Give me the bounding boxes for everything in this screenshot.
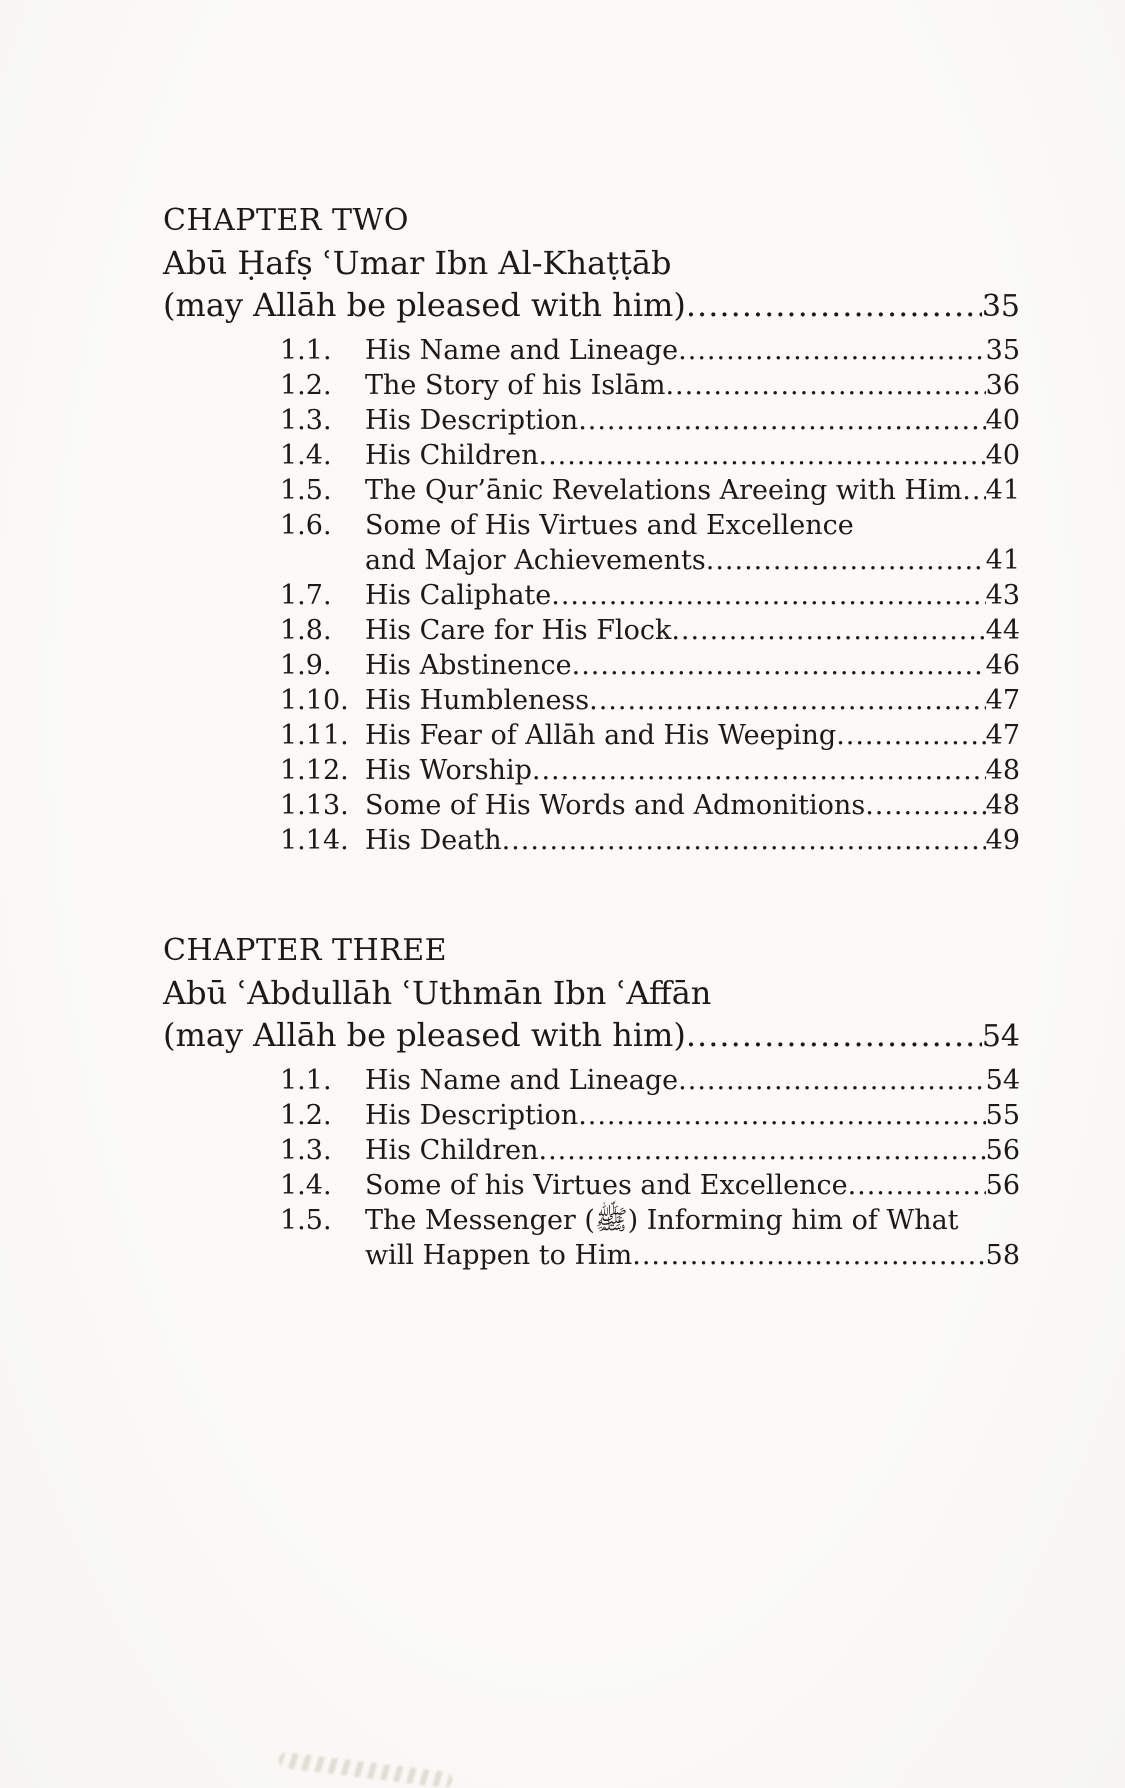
table-of-contents	[163, 200, 1020, 1273]
item-page-number: 55	[985, 1100, 1020, 1131]
item-number: 1.4.	[280, 440, 332, 471]
chapter-heading: CHAPTER THREE	[163, 933, 448, 968]
item-body	[365, 1098, 1020, 1133]
chapter-section	[163, 200, 1020, 858]
dot-leader	[578, 403, 985, 438]
toc-item-row	[163, 473, 1020, 508]
item-title: Some of his Virtues and Excellence	[365, 1170, 848, 1201]
item-title: His Description	[365, 1100, 579, 1131]
dot-leader	[836, 718, 985, 753]
toc-item-row	[163, 718, 1020, 753]
dot-leader	[678, 333, 985, 368]
dot-leader	[848, 1168, 986, 1203]
item-body	[365, 1063, 1020, 1098]
chapter-section	[163, 930, 1020, 1273]
chapter-page-number: 54	[981, 1019, 1020, 1054]
dot-leader	[865, 788, 985, 823]
item-page-number: 54	[985, 1065, 1020, 1096]
item-line-1	[365, 683, 1020, 718]
toc-item-row	[163, 508, 1020, 578]
item-number: 1.6.	[280, 510, 332, 541]
dot-leader	[572, 648, 986, 683]
item-line-1	[365, 1168, 1020, 1203]
item-body	[365, 403, 1020, 438]
item-number: 1.8.	[280, 615, 332, 646]
item-body	[365, 368, 1020, 403]
item-line-1	[365, 823, 1020, 858]
item-number: 1.9.	[280, 650, 332, 681]
item-body	[365, 648, 1020, 683]
dot-leader	[962, 473, 985, 508]
item-page-number: 41	[985, 475, 1020, 506]
item-body	[365, 578, 1020, 613]
item-page-number: 47	[985, 720, 1020, 751]
chapter-title-line2: (may Allāh be pleased with him)	[163, 1016, 686, 1054]
item-body	[365, 753, 1020, 788]
item-number: 1.1.	[280, 335, 332, 366]
item-number: 1.7.	[280, 580, 332, 611]
item-number: 1.2.	[280, 370, 332, 401]
chapter-title-row	[163, 1014, 1020, 1058]
toc-item-row	[163, 648, 1020, 683]
item-page-number: 36	[985, 370, 1020, 401]
chapter-title-line1: Abū ʿAbdullāh ʿUthmān Ibn ʿAffān	[163, 974, 712, 1012]
chapter-title-line2: (may Allāh be pleased with him)	[163, 286, 686, 324]
item-number: 1.1.	[280, 1065, 332, 1096]
dot-leader	[551, 578, 985, 613]
item-line-1	[365, 613, 1020, 648]
item-title: The Story of his Islām	[365, 370, 666, 401]
item-title: His Humbleness	[365, 685, 590, 716]
item-body	[365, 438, 1020, 473]
toc-item-row	[163, 753, 1020, 788]
item-page-number: 43	[985, 580, 1020, 611]
item-page-number: 44	[985, 615, 1020, 646]
toc-item-row	[163, 1168, 1020, 1203]
chapter-title-line1: Abū Ḥafṣ ʿUmar Ibn Al-Khaṭṭāb	[163, 244, 672, 282]
item-title: His Children	[365, 440, 539, 471]
item-title-continuation: and Major Achievements	[365, 545, 706, 576]
item-title: The Qur’ānic Revelations Areeing with Him	[365, 475, 963, 506]
item-line-1	[365, 1133, 1020, 1168]
toc-item-row	[163, 1133, 1020, 1168]
dot-leader	[632, 1238, 985, 1273]
item-line-1	[365, 333, 1020, 368]
toc-item-row	[163, 368, 1020, 403]
item-number: 1.10.	[280, 685, 349, 716]
item-number: 1.14.	[280, 825, 349, 856]
item-number: 1.11.	[280, 720, 349, 751]
item-title: His Name and Lineage	[365, 1065, 679, 1096]
item-title-continuation: will Happen to Him	[365, 1240, 633, 1271]
item-body	[365, 508, 1020, 578]
item-page-number: 40	[985, 440, 1020, 471]
item-line-1	[365, 1098, 1020, 1133]
item-line-1	[365, 753, 1020, 788]
item-line-1	[365, 718, 1020, 753]
chapter-title-row	[163, 284, 1020, 328]
chapter-heading: CHAPTER TWO	[163, 203, 409, 238]
item-page-number: 48	[985, 790, 1020, 821]
toc-item-row	[163, 333, 1020, 368]
item-number: 1.3.	[280, 405, 332, 436]
item-body	[365, 1203, 1020, 1273]
item-page-number: 46	[985, 650, 1020, 681]
item-page-number: 41	[985, 545, 1020, 576]
item-title: His Description	[365, 405, 579, 436]
item-line-1	[365, 788, 1020, 823]
item-title: Some of His Virtues and Excellence	[365, 510, 854, 541]
item-body	[365, 683, 1020, 718]
item-line-1	[365, 473, 1020, 508]
item-number: 1.5.	[280, 475, 332, 506]
dot-leader	[539, 438, 986, 473]
item-line-2	[365, 1238, 1020, 1273]
toc-item-row	[163, 438, 1020, 473]
dot-leader	[532, 753, 986, 788]
item-title: His Death	[365, 825, 502, 856]
dot-leader	[589, 683, 986, 718]
dot-leader	[686, 1014, 982, 1056]
item-page-number: 48	[985, 755, 1020, 786]
item-body	[365, 333, 1020, 368]
item-number: 1.13.	[280, 790, 349, 821]
scan-smudge-mark	[278, 1751, 454, 1788]
item-number: 1.3.	[280, 1135, 332, 1166]
toc-item-row	[163, 788, 1020, 823]
toc-item-row	[163, 1203, 1020, 1273]
item-line-1	[365, 403, 1020, 438]
item-title: Some of His Words and Admonitions	[365, 790, 866, 821]
item-title: The Messenger (ﷺ) Informing him of What	[365, 1205, 959, 1236]
item-title: His Name and Lineage	[365, 335, 679, 366]
item-title: His Fear of Allāh and His Weeping	[365, 720, 837, 751]
item-page-number: 35	[985, 335, 1020, 366]
item-page-number: 56	[985, 1135, 1020, 1166]
item-title: His Caliphate	[365, 580, 552, 611]
item-body	[365, 473, 1020, 508]
chapter-page-number: 35	[981, 289, 1020, 324]
item-page-number: 47	[985, 685, 1020, 716]
item-body	[365, 823, 1020, 858]
item-body	[365, 718, 1020, 753]
dot-leader	[539, 1133, 986, 1168]
item-title: His Children	[365, 1135, 539, 1166]
item-title: His Worship	[365, 755, 532, 786]
item-line-1	[365, 578, 1020, 613]
item-page-number: 40	[985, 405, 1020, 436]
item-title: His Abstinence	[365, 650, 572, 681]
item-line-2	[365, 543, 1020, 578]
dot-leader	[706, 543, 986, 578]
dot-leader	[671, 613, 985, 648]
toc-item-row	[163, 578, 1020, 613]
item-line-1	[365, 1203, 1020, 1238]
item-page-number: 49	[985, 825, 1020, 856]
item-line-1	[365, 368, 1020, 403]
item-number: 1.2.	[280, 1100, 332, 1131]
toc-item-row	[163, 823, 1020, 858]
toc-item-row	[163, 403, 1020, 438]
item-body	[365, 1168, 1020, 1203]
item-body	[365, 613, 1020, 648]
toc-item-row	[163, 683, 1020, 718]
item-page-number: 56	[985, 1170, 1020, 1201]
dot-leader	[678, 1063, 985, 1098]
item-body	[365, 788, 1020, 823]
dot-leader	[665, 368, 985, 403]
item-line-1	[365, 648, 1020, 683]
toc-item-row	[163, 613, 1020, 648]
item-number: 1.4.	[280, 1170, 332, 1201]
item-page-number: 58	[985, 1240, 1020, 1271]
dot-leader	[502, 823, 986, 858]
item-title: His Care for His Flock	[365, 615, 672, 646]
item-line-1	[365, 1063, 1020, 1098]
item-line-1	[365, 508, 1020, 543]
item-line-1	[365, 438, 1020, 473]
toc-item-row	[163, 1063, 1020, 1098]
item-body	[365, 1133, 1020, 1168]
toc-item-row	[163, 1098, 1020, 1133]
item-number: 1.12.	[280, 755, 349, 786]
dot-leader	[578, 1098, 985, 1133]
item-number: 1.5.	[280, 1205, 332, 1236]
dot-leader	[686, 284, 982, 326]
